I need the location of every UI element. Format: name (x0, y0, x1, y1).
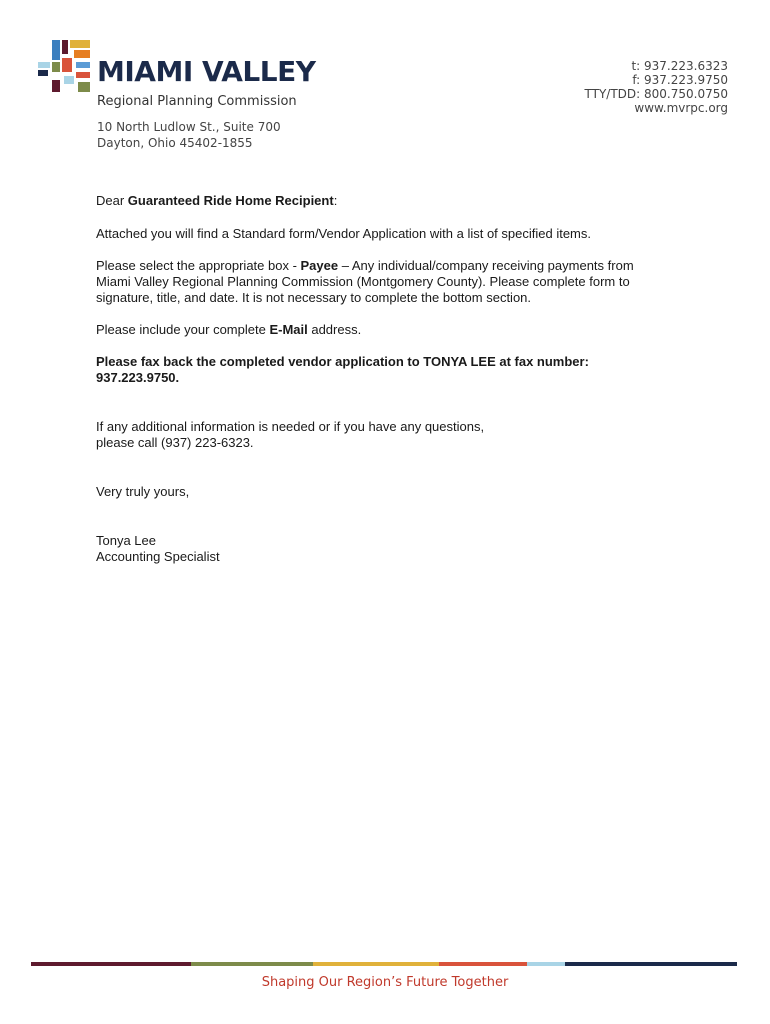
letter-body (96, 193, 686, 565)
org-subtitle: Regional Planning Commission (97, 94, 297, 109)
fax-number: f: 937.223.9750 (632, 73, 728, 87)
org-name: MIAMI VALLEY (97, 55, 316, 88)
footer-tagline: Shaping Our Region’s Future Together (261, 975, 509, 990)
address-line-1: 10 North Ludlow St., Suite 700 (97, 120, 281, 134)
questions-line-1: If any additional information is needed or if you have any questions, (96, 419, 485, 434)
address-line-2: Dayton, Ohio 45402-1855 (97, 136, 253, 150)
fax-instruction (96, 354, 686, 386)
questions-paragraph (96, 419, 686, 451)
select-prefix: Please select the appropriate box - (96, 258, 301, 273)
select-payee-paragraph (96, 258, 686, 306)
salutation-suffix: : (333, 193, 338, 208)
select-line-2: Miami Valley Regional Planning Commission (Montgomery County). Please complete form to (96, 274, 630, 289)
select-line-1 (96, 258, 686, 274)
signer-name: Tonya Lee (96, 533, 156, 548)
select-line-1-rest: – Any individual/company receiving payments from (338, 258, 634, 273)
email-suffix: address. (307, 322, 362, 337)
footer-bar-segment (527, 962, 565, 966)
fax-line-2: 937.223.9750. (96, 370, 180, 385)
salutation (96, 193, 686, 209)
email-paragraph (96, 322, 686, 338)
footer-bar-segment (191, 962, 313, 966)
closing: Very truly yours, (96, 484, 190, 499)
payee-label: Payee (300, 258, 339, 273)
email-prefix: Please include your complete (96, 322, 270, 337)
footer-bar-segment (565, 962, 737, 966)
phone-number: t: 937.223.6323 (631, 59, 728, 73)
email-label: E-Mail (269, 322, 308, 337)
signer-title: Accounting Specialist (96, 549, 220, 564)
footer-bar-segment (439, 962, 527, 966)
signature-block (96, 533, 686, 565)
mvrpc-logo-icon (38, 40, 90, 92)
org-address (97, 119, 281, 151)
select-line-3: signature, title, and date. It is not necessary to complete the bottom section. (96, 290, 532, 305)
fax-line-1: Please fax back the completed vendor application to TONYA LEE at fax number: (96, 354, 589, 369)
footer-bar-segment (313, 962, 439, 966)
tty-number: TTY/TDD: 800.750.0750 (584, 87, 728, 101)
footer-color-bar (31, 962, 737, 966)
salutation-name: Guaranteed Ride Home Recipient (127, 193, 334, 208)
website-link[interactable]: www.mvrpc.org (634, 101, 728, 115)
salutation-prefix: Dear (96, 193, 128, 208)
contact-block (585, 59, 728, 115)
attached-paragraph: Attached you will find a Standard form/Vendor Application with a list of specified items. (96, 226, 591, 241)
footer-bar-segment (31, 962, 191, 966)
questions-line-2: please call (937) 223-6323. (96, 435, 254, 450)
